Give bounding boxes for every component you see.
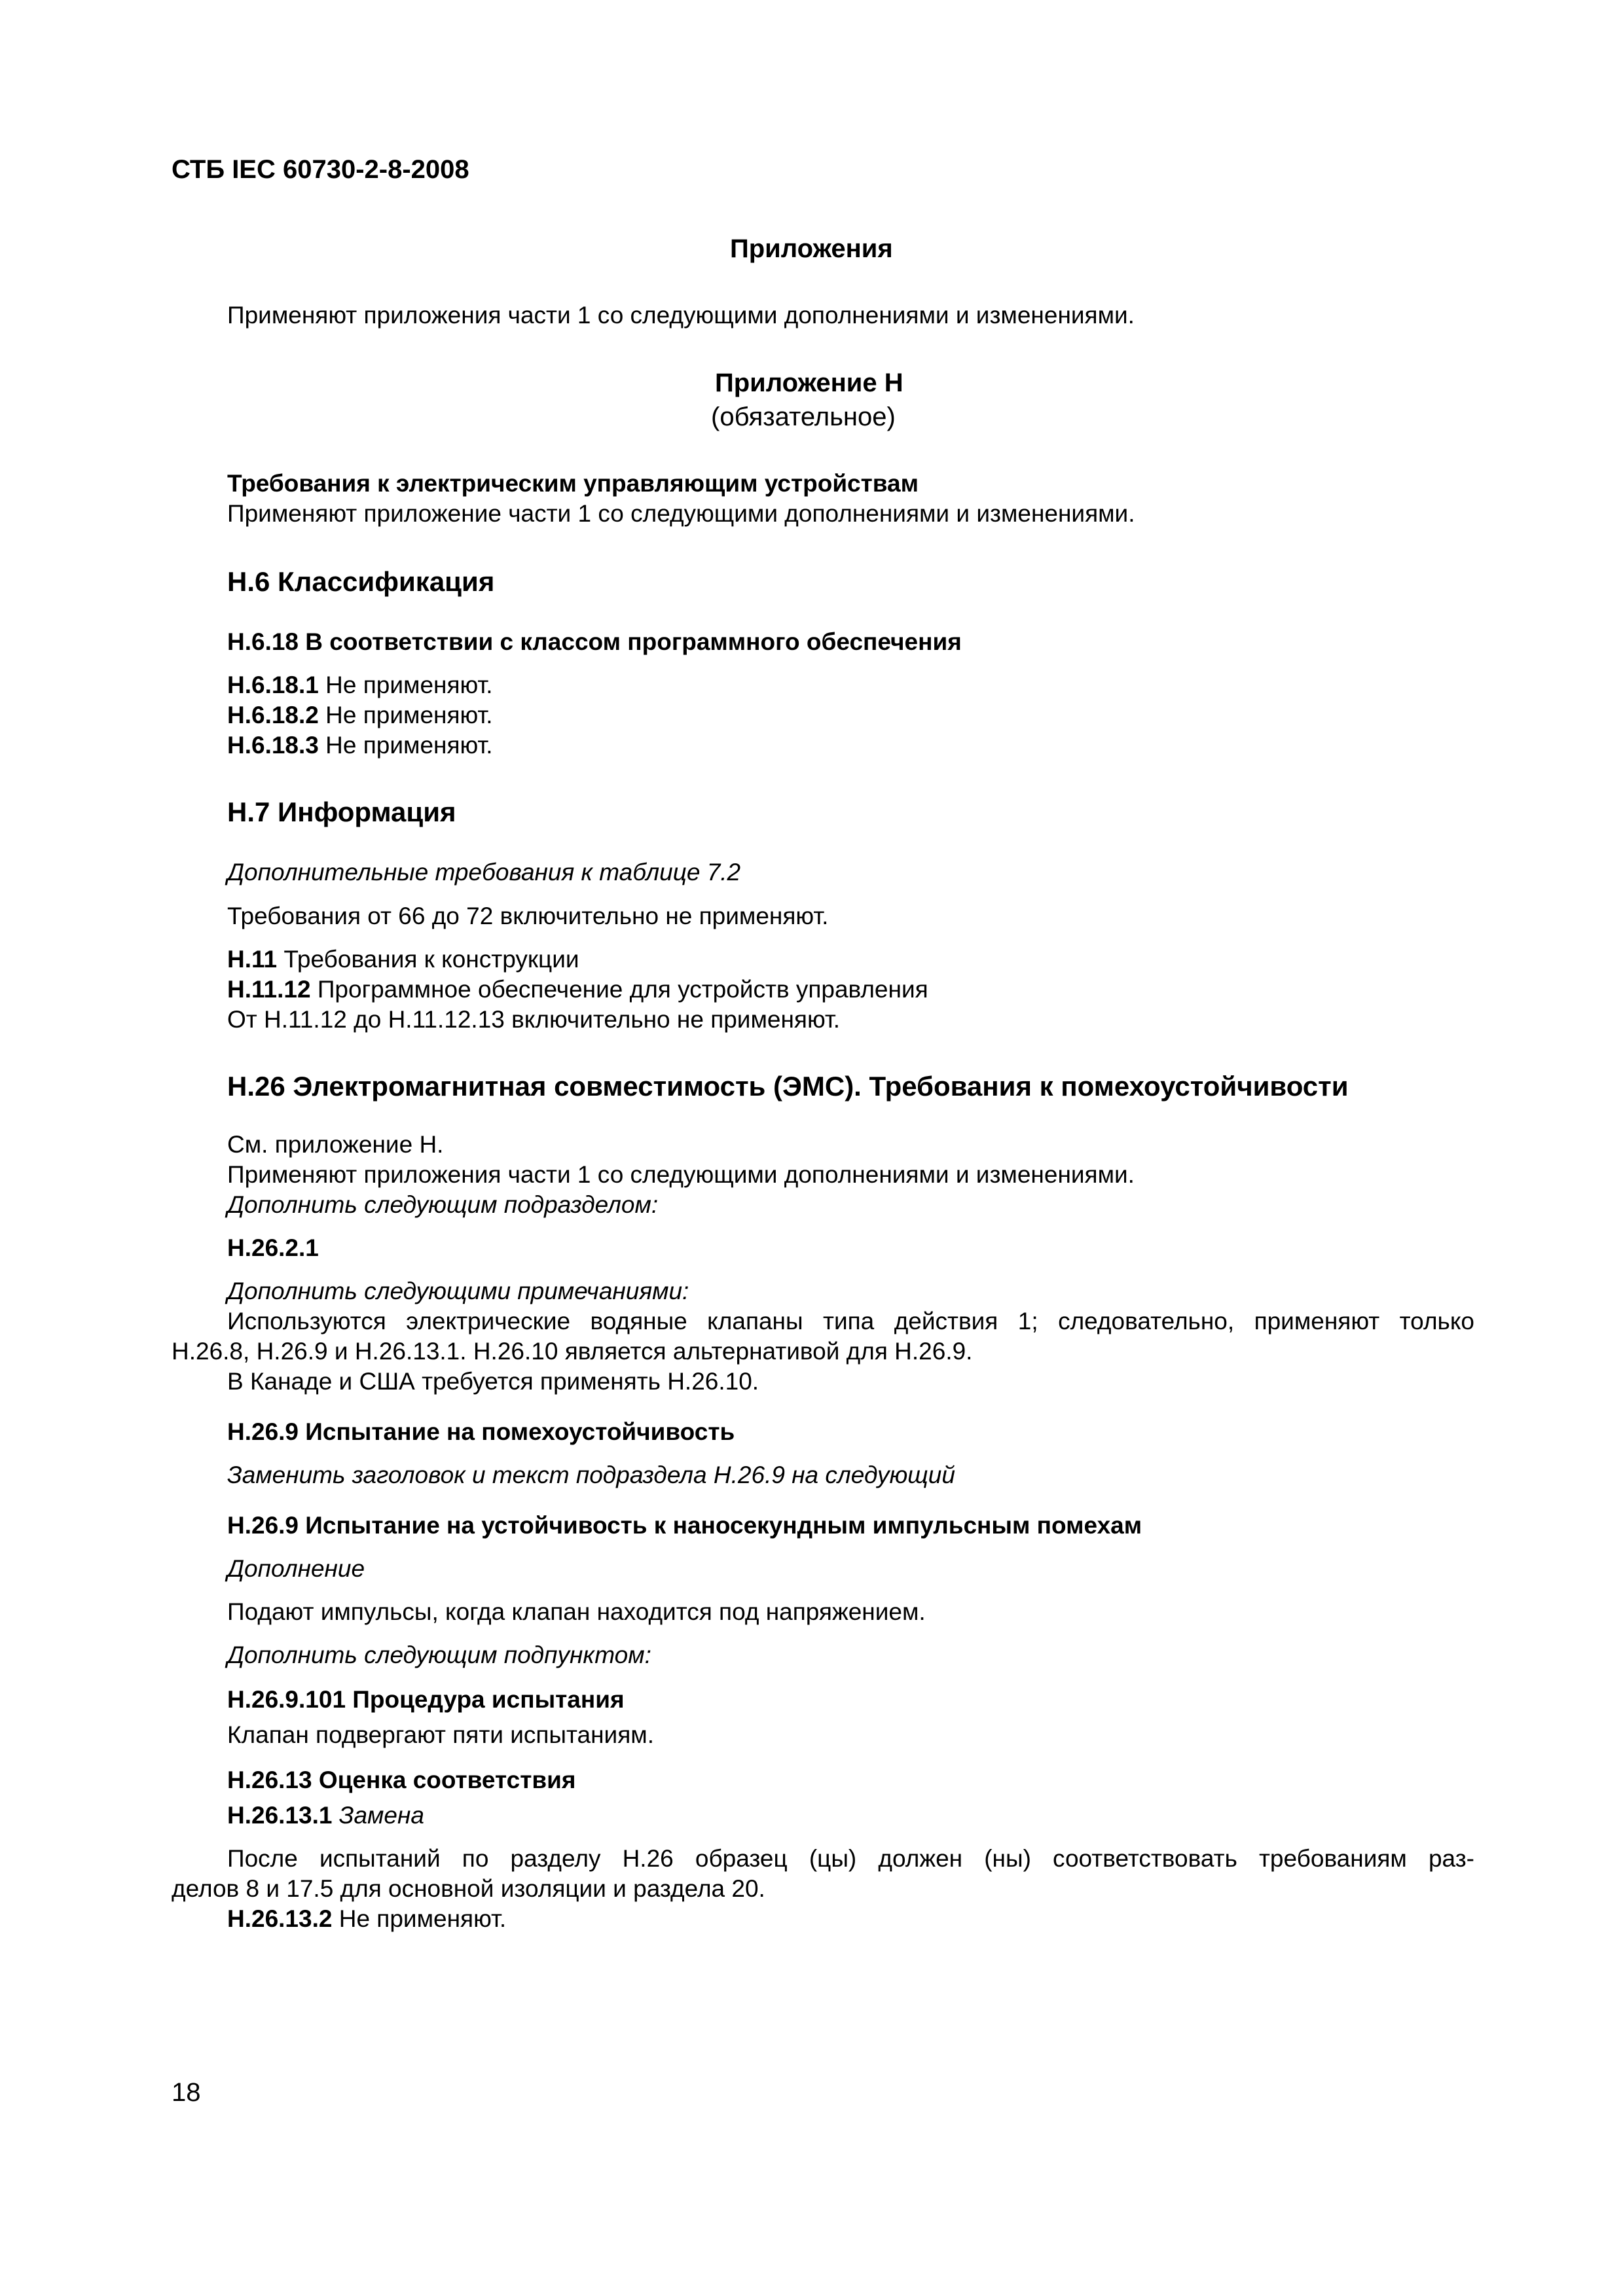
clause-h269-new: Н.26.9 Испытание на устойчивость к наносекундным импульсным помехам [227,1512,1142,1539]
after-tests-line-2: делов 8 и 17.5 для основной изоляции и раздела 20. [172,1875,765,1902]
annexes-intro: Применяют приложения части 1 со следующими дополнениями и изменениями. [227,302,1135,329]
clause-h26131: Н.26.13.1 Замена [227,1802,424,1829]
clause-h6182: Н.6.18.2 Не применяют. [227,702,493,728]
replace-instruction: Заменить заголовок и текст подраздела Н.26.9 на следующий [227,1462,955,1488]
add-subsection: Дополнить следующим подразделом: [227,1191,659,1218]
clause-h1112: Н.11.12 Программное обеспечение для устройств управления [227,976,928,1003]
clause-h11: Н.11 Требования к конструкции [227,946,579,973]
section-h6-heading: Н.6 Классификация [227,566,495,597]
clause-h1112-range: От Н.11.12 до Н.11.12.13 включительно не применяют. [227,1006,841,1033]
h26-applies: Применяют приложения части 1 со следующими дополнениями и изменениями. [227,1161,1135,1188]
clause-h269101: Н.26.9.101 Процедура испытания [227,1686,625,1713]
clause-h6183: Н.6.18.3 Не применяют. [227,732,493,759]
five-tests: Клапан подвергают пяти испытаниям. [227,1721,654,1748]
clause-h2621: Н.26.2.1 [227,1234,319,1261]
document-id: СТБ IEC 60730-2-8-2008 [172,155,469,184]
clause-h6181: Н.6.18.1 Не применяют. [227,672,493,698]
add-point: Дополнить следующим подпунктом: [227,1641,651,1668]
annexes-title: Приложения [730,234,893,263]
notes-line-3: В Канаде и США требуется применять Н.26.10. [227,1368,759,1395]
table-note: Дополнительные требования к таблице 7.2 [227,859,741,886]
pulses-text: Подают импульсы, когда клапан находится под напряжением. [227,1598,926,1625]
page-number: 18 [172,2078,201,2107]
section-h26-heading: Н.26 Электромагнитная совместимость (ЭМС). Требования к помехоустойчивости [227,1071,1349,1102]
annex-h-applies: Применяют приложение части 1 со следующими дополнениями и изменениями. [227,500,1135,527]
annex-h-status: (обязательное) [711,403,896,431]
clause-h2613: Н.26.13 Оценка соответствия [227,1767,576,1793]
notes-line-2: Н.26.8, Н.26.9 и Н.26.13.1. Н.26.10 является альтернативой для Н.26.9. [172,1338,973,1365]
notes-line-1: Используются электрические водяные клапаны типа действия 1; следовательно, применяют только [227,1308,1474,1335]
annex-h-subject: Требования к электрическим управляющим устройствам [227,470,919,497]
annex-h-title: Приложение Н [715,368,903,397]
addition-label: Дополнение [227,1555,365,1582]
section-h618-heading: Н.6.18 В соответствии с классом программного обеспечения [227,628,962,655]
section-h7-heading: Н.7 Информация [227,797,456,827]
requirements-range: Требования от 66 до 72 включительно не применяют. [227,903,829,929]
see-annex: См. приложение Н. [227,1131,444,1158]
add-notes: Дополнить следующими примечаниями: [227,1278,689,1304]
after-tests-line-1: После испытаний по разделу Н.26 образец (цы) должен (ны) соответствовать требованиям раз- [227,1845,1474,1872]
clause-h26132: Н.26.13.2 Не применяют. [227,1905,507,1932]
clause-h269-old: Н.26.9 Испытание на помехоустойчивость [227,1418,735,1445]
